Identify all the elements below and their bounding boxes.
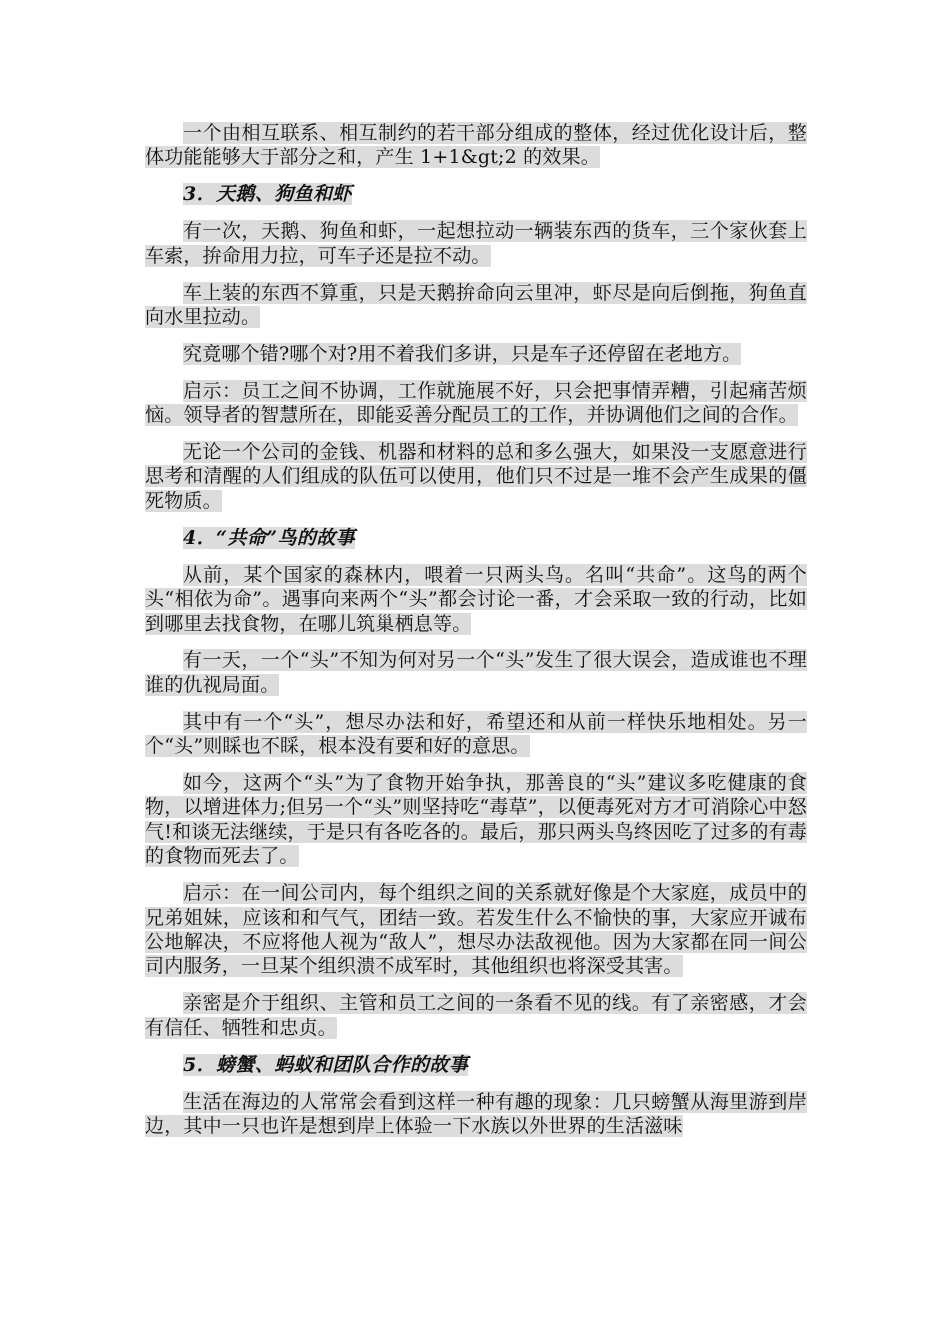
paragraph-text: 如今，这两个“头”为了食物开始争执，那善良的“头”建议多吃健康的食物，以增进体力;但另一个“头”则坚持吃“毒草”，以便毒死对方才可消除心中怒气!和谈无法继续，于是只有各吃各的。最后，那只两头鸟终因吃了过多的有毒的食物而死去了。 — [145, 772, 807, 868]
paragraph-poison — [145, 771, 807, 869]
heading-crab-ant-teamwork — [145, 1053, 807, 1077]
paragraph-text: 究竟哪个错?哪个对?用不着我们多讲，只是车子还停留在老地方。 — [183, 342, 742, 365]
paragraph-company-resources — [145, 440, 807, 513]
paragraph-text: 亲密是介于组织、主管和员工之间的一条看不见的线。有了亲密感，才会有信任、牺牲和忠贞。 — [145, 992, 807, 1039]
document-body — [145, 121, 807, 1151]
heading-text: 5．螃蟹、蚂蚁和团队合作的故事 — [183, 1053, 469, 1076]
paragraph-who-is-wrong — [145, 342, 807, 366]
heading-swan-pike-shrimp — [145, 182, 807, 206]
paragraph-text: 有一次，天鹅、狗鱼和虾，一起想拉动一辆装东西的货车，三个家伙套上车索，拚命用力拉，可车子还是拉不动。 — [145, 220, 807, 267]
paragraph-misunderstanding — [145, 648, 807, 697]
heading-text: 3．天鹅、狗鱼和虾 — [183, 183, 352, 206]
paragraph-text: 无论一个公司的金钱、机器和材料的总和多么强大，如果没一支愿意进行思考和清醒的人们组成的队伍可以使用，他们只不过是一堆不会产生成果的僵死物质。 — [145, 441, 807, 512]
paragraph-text: 其中有一个“头”，想尽办法和好，希望还和从前一样快乐地相处。另一个“头”则睬也不睬，根本没有要和好的意思。 — [145, 710, 807, 758]
heading-text: 4．“共命”鸟的故事 — [183, 526, 356, 549]
paragraph-cart — [145, 219, 807, 268]
paragraph-directions — [145, 281, 807, 330]
paragraph-lesson-coordination — [145, 379, 807, 428]
paragraph-text: 有一天，一个“头”不知为何对另一个“头”发生了很大误会，造成谁也不理谁的仇视局面。 — [145, 649, 807, 696]
paragraph-text: 生活在海边的人常常会看到这样一种有趣的现象：几只螃蟹从海里游到岸边，其中一只也许是想到岸上体验一下水族以外世界的生活滋味 — [145, 1090, 807, 1137]
paragraph-synergy — [145, 121, 807, 170]
heading-shared-life-bird — [145, 526, 807, 550]
paragraph-text: 车上装的东西不算重，只是天鹅拚命向云里冲，虾尽是向后倒拖，狗鱼直向水里拉动。 — [145, 281, 807, 328]
paragraph-text: 从前，某个国家的森林内，喂着一只两头鸟。名叫“共命”。这鸟的两个头“相依为命”。遇事向来两个“头”都会讨论一番，才会采取一致的行动，比如到哪里去找食物，在哪儿筑巢栖息等。 — [145, 563, 807, 635]
paragraph-text: 启示：在一间公司内，每个组织之间的关系就好像是个大家庭，成员中的兄弟姐妹，应该和和气气，团结一致。若发生什么不愉快的事，大家应开诚布公地解决，不应将他人视为“敌人”，想尽办法敌视他。因为大家都在同一间公司内服务，一旦某个组织溃不成军时，其他组织也将深受其害。 — [145, 882, 807, 978]
paragraph-lesson-family — [145, 881, 807, 979]
paragraph-two-headed-bird — [145, 563, 807, 636]
paragraph-text: 启示：员工之间不协调，工作就施展不好，只会把事情弄糟，引起痛苦烦恼。领导者的智慧所在，即能妥善分配员工的工作，并协调他们之间的合作。 — [145, 379, 807, 427]
paragraph-intimacy — [145, 991, 807, 1040]
paragraph-text: 一个由相互联系、相互制约的若干部分组成的整体，经过优化设计后，整体功能能够大于部分之和，产生 1+1&gt;2 的效果。 — [145, 122, 807, 169]
paragraph-reconcile — [145, 710, 807, 759]
paragraph-crabs — [145, 1090, 807, 1139]
